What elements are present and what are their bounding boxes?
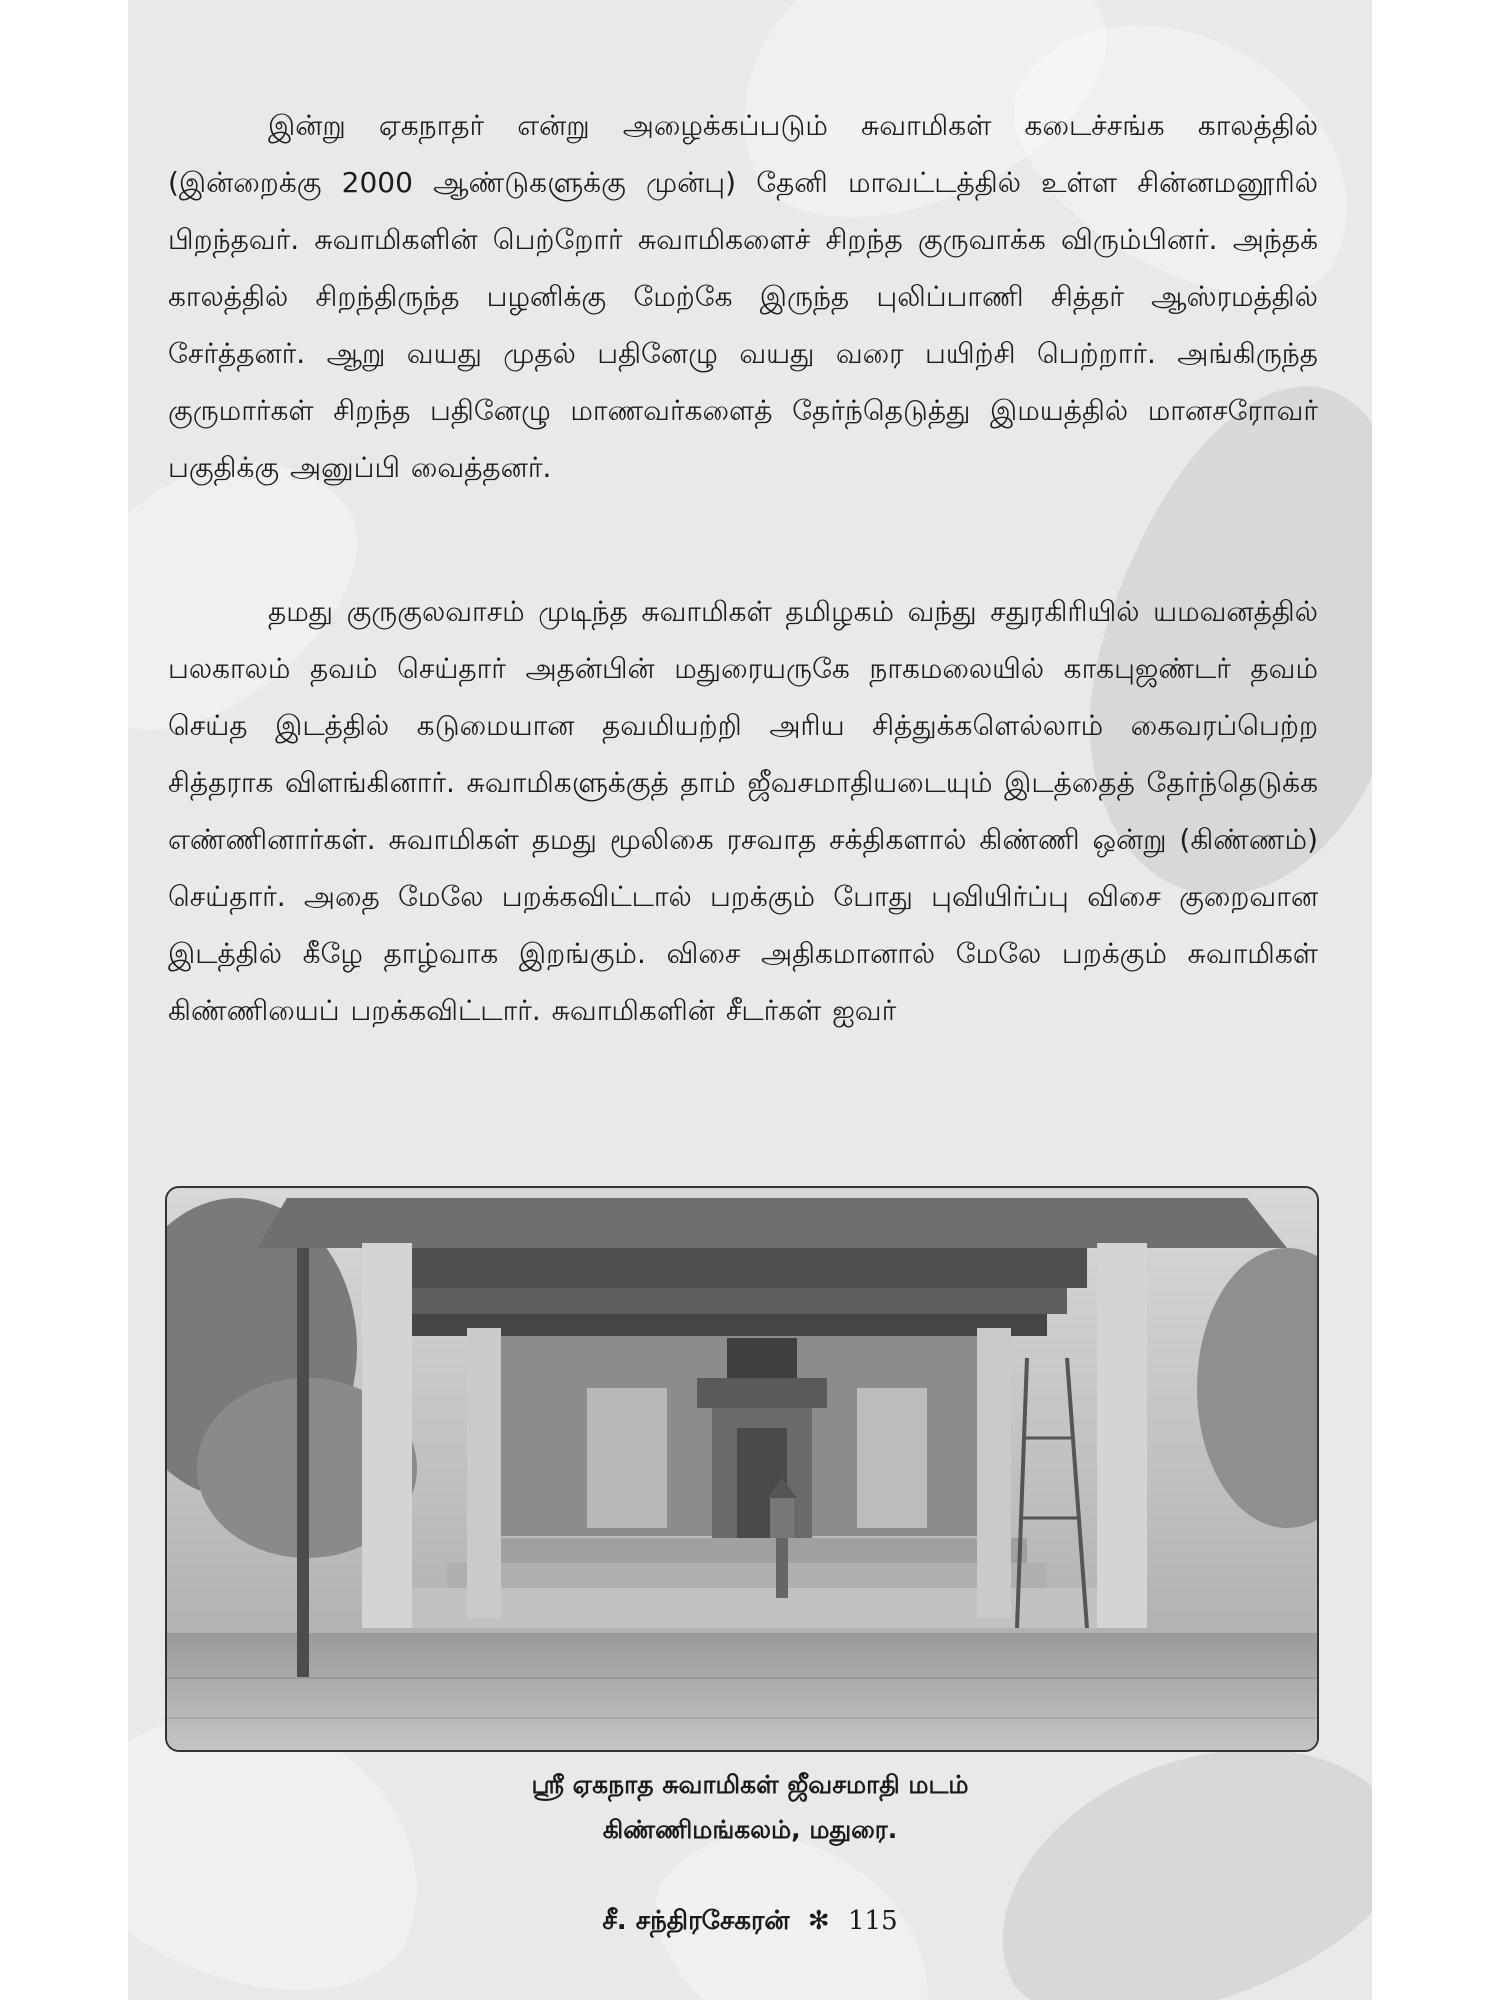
samadhi-hall-photo bbox=[165, 1186, 1319, 1752]
page-footer bbox=[128, 1906, 1372, 1939]
paragraph-text: இன்று ஏகநாதர் என்று அழைக்கப்படும் சுவாமிகள் கடைச்சங்க காலத்தில் (இன்றைக்கு 2000 ஆண்டுகளுக்கு முன்பு) தேனி மாவட்டத்தில் உள்ள சின்னமனூரில் பிறந்தவர். சுவாமிகளின் பெற்றோர் சுவாமிகளைச் சிறந்த குருவாக்க விரும்பினர். அந்தக் காலத்தில் சிறந்திருந்த பழனிக்கு மேற்கே இருந்த புலிப்பாணி சித்தர் ஆஸ்ரமத்தில் சேர்த்தனர். ஆறு வயது முதல் பதினேழு வயது வரை பயிற்சி பெற்றார். அங்கிருந்த குருமார்கள் சிறந்த பதினேழு மாணவர்களைத் தேர்ந்தெடுத்து இமயத்தில் மானசரோவர் பகுதிக்கு அனுப்பி வைத்தனர். bbox=[168, 109, 1318, 484]
photo-caption-location: கிண்ணிமங்கலம், மதுரை. bbox=[602, 1815, 898, 1844]
page-number: 115 bbox=[847, 1906, 898, 1936]
asterisk-separator-icon: ✻ bbox=[807, 1906, 830, 1936]
body-paragraph-1 bbox=[168, 97, 1318, 496]
book-page bbox=[128, 0, 1372, 2000]
paragraph-text: தமது குருகுலவாசம் முடிந்த சுவாமிகள் தமிழகம் வந்து சதுரகிரியில் யமவனத்தில் பலகாலம் தவம் செய்தார் அதன்பின் மதுரையருகே நாகமலையில் காகபுஜண்டர் தவம் செய்த இடத்தில் கடுமையான தவமியற்றி அரிய சித்துக்களெல்லாம் கைவரப்பெற்ற சித்தராக விளங்கினார். சுவாமிகளுக்குத் தாம் ஜீவசமாதியடையும் இடத்தைத் தேர்ந்தெடுக்க எண்ணினார்கள். சுவாமிகள் தமது மூலிகை ரசவாத சக்திகளால் கிண்ணி ஒன்று (கிண்ணம்) செய்தார். அதை மேலே பறக்கவிட்டால் பறக்கும் போது புவியிர்ப்பு விசை குறைவான இடத்தில் கீழே தாழ்வாக இறங்கும். விசை அதிகமானால் மேலே பறக்கும் சுவாமிகள் கிண்ணியைப் பறக்கவிட்டார். சுவாமிகளின் சீடர்கள் ஐவர் bbox=[168, 595, 1318, 1027]
photo-caption-title: ஸ்ரீ ஏகநாத சுவாமிகள் ஜீவசமாதி மடம் bbox=[531, 1770, 969, 1799]
body-paragraph-2 bbox=[168, 583, 1318, 1039]
author-name: சீ. சந்திரசேகரன் bbox=[602, 1906, 790, 1936]
